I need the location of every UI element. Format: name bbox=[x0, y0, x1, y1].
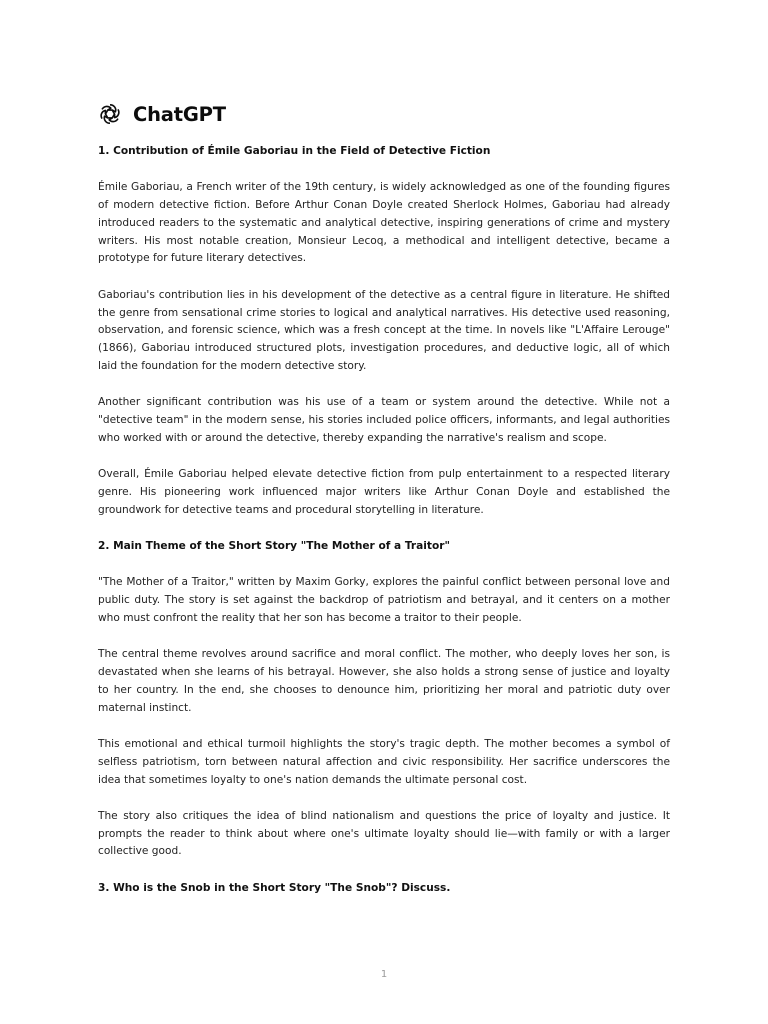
openai-logo-icon bbox=[97, 101, 123, 127]
paragraph: Gaboriau's contribution lies in his development of the detective as a central figure in literature. He shifted the genre from sensational crime stories to logical and analytical narratives. His detective used reasoning, observation, and forensic science, which was a fresh concept at the time. In novels like "L'Affaire Lerouge" (1866), Gaboriau introduced structured plots, investigation procedures, and deductive logic, all of which laid the foundation for the modern detective story. bbox=[98, 288, 670, 372]
paragraph: "The Mother of a Traitor," written by Maxim Gorky, explores the painful conflict between personal love and public duty. The story is set against the backdrop of patriotism and betrayal, and it centers on a mother who must confront the reality that her son has become a traitor to their people. bbox=[98, 576, 670, 624]
section-heading: 1. Contribution of Émile Gaboriau in the Field of Detective Fiction bbox=[98, 145, 491, 157]
paragraph: The central theme revolves around sacrifice and moral conflict. The mother, who deeply loves her son, is devastated when she learns of his betrayal. However, she also holds a strong sense of justice and loyalty to her country. In the end, she chooses to denounce him, prioritizing her moral and patriotic duty over maternal instinct. bbox=[98, 648, 670, 714]
paragraph: Émile Gaboriau, a French writer of the 19th century, is widely acknowledged as one of the founding figures of modern detective fiction. Before Arthur Conan Doyle created Sherlock Holmes, Gaboriau had already introduced readers to the systematic and analytical detective, inspiring generations of crime and mystery writers. His most notable creation, Monsieur Lecoq, a methodical and intelligent detective, became a prototype for future literary detectives. bbox=[98, 181, 670, 265]
section-heading: 3. Who is the Snob in the Short Story "The Snob"? Discuss. bbox=[98, 881, 451, 894]
paragraph: Overall, Émile Gaboriau helped elevate detective fiction from pulp entertainment to a respected literary genre. His pioneering work influenced major writers like Arthur Conan Doyle and established the groundwork for detective teams and procedural storytelling in literature. bbox=[98, 468, 670, 516]
paragraph: This emotional and ethical turmoil highlights the story's tragic depth. The mother becomes a symbol of selfless patriotism, torn between natural affection and civic responsibility. Her sacrifice underscores the idea that sometimes loyalty to one's nation demands the ultimate personal cost. bbox=[98, 737, 670, 786]
paragraph: Another significant contribution was his use of a team or system around the detective. While not a "detective team" in the modern sense, his stories included police officers, informants, and legal authorities who worked with or around the detective, thereby expanding the narrative's realism and scope. bbox=[98, 396, 670, 444]
brand-name: ChatGPT bbox=[133, 102, 226, 126]
paragraph: The story also critiques the idea of blind nationalism and questions the price of loyalty and justice. It prompts the reader to think about where one's ultimate loyalty should lie—with family or with a larger collective good. bbox=[98, 809, 670, 858]
section-heading: 2. Main Theme of the Short Story "The Mother of a Traitor" bbox=[98, 540, 451, 553]
brand-header bbox=[97, 100, 226, 128]
page-number: 1 bbox=[380, 969, 388, 980]
document-content bbox=[98, 143, 670, 898]
